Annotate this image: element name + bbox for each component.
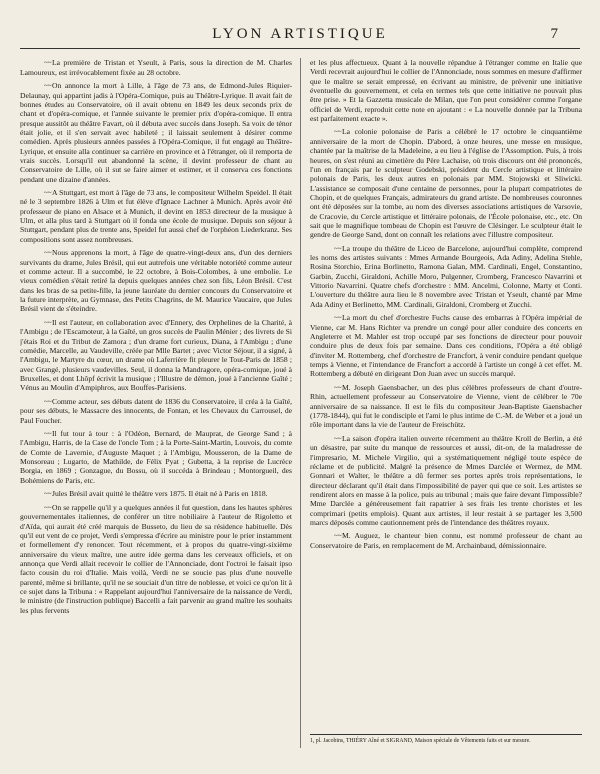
article-paragraph [20, 397, 292, 425]
paragraph-text: Il est l'auteur, en collaboration avec d'Ennery, des Orphelines de la Charité, à l'Ambigu ; de l'Escamoteur, à la Gaîté, un gros succès de Paulin Ménier ; des livrets de Si j'étais Roi et du Tribut de Zamora ; d'un drame fort curieux, Diana, à l'Ambigu ; d'une comédie, Marcelle, au Vaudeville, créée par Mlle Bartet ; avec Victor Séjour, il a signé, à l'Ambigu, le Martyre du cœur, un drame où Laferrière fit pleurer le Tout-Paris de 1858 ; avec Grangé, plusieurs vaudevilles. Seul, il donna la Mandragore, opéra-comique, joué à Bruxelles, et dont Lhôpf écrivit la musique ; l'Illustre de démon, joué à l'ancienne Gaîté ; Vénus au Moulin d'Ampiphros, aux Bouffes-Parisiens. [20, 317, 292, 393]
article-paragraph [20, 503, 292, 615]
article-paragraph [20, 489, 292, 499]
item-separator-icon: ~~ [334, 244, 342, 253]
paragraph-text: M. Auguez, le chanteur bien connu, est nommé professeur de chant au Conservatoire de Paris, en remplacement de M. Archainbaud, démissionnaire. [310, 531, 582, 550]
left-column [20, 58, 292, 748]
item-separator-icon: ~~ [44, 429, 52, 438]
item-separator-icon: ~~ [44, 81, 52, 90]
paragraph-text: M. Joseph Gaensbacher, un des plus célèbres professeurs de chant d'outre-Rhin, actuellement professeur au Conservatoire de Vienne, vient de célébrer le 70e anniversaire de sa naissance. Il est le fils du compositeur Jean-Baptiste Gaensbacher (1778-1844), qui fut le condisciple et l'ami le plus intime de C.-M. de Weber et a joué un rôle important dans la vie de l'auteur de Freischütz. [310, 382, 582, 430]
paragraph-text: La troupe du théâtre de Liceo de Barcelone, aujourd'hui complète, comprend les noms des artistes suivants : Mmes Armande Bourgeois, Ada Adiny, Adelina Stehle, Rosina Storchio, Erina Borlinetto, Ramona Galan, MM. Cardinali, Engel, Constantino, Garbin, Zucchi, Giraldoni, Achille Moro, Pulgenner, Cromberg, Francesco Navarrini et Vittorio Navarrini. Quatre chefs d'orchestre : MM. Ancelmi, Colonne, Marty et Conti. L'ouverture du théâtre aura lieu le 8 novembre avec Tristan et Yseult, chanté par Mme Ada Adiny et Berlinetto, MM. Cardinali, Giraldoni, Cromberg et Zucchi. [310, 243, 582, 309]
paragraph-text: On se rappelle qu'il y a quelques années il fut question, dans les hautes sphères gouvernementales italiennes, de conférer un titre nobiliaire à l'auteur de Rigoletto et d'Aïda, qui aurait été créé marquis de Busseto, du lieu de sa résidence habituelle. Dès qu'il eut vent de ce projet, Verdi s'empressa d'écrire au ministre pour le prier instamment et formellement d'y renoncer. Tout récemment, et à propos du quatre-vingt-sixième anniversaire du vieux maître, une autre idée germa dans les cerveaux officiels, et on annonça que Verdi allait recevoir le collier de l'Annonciade, dont l'octroi le faisait ipso facto cousin du roi d'Italie. Mais voilà, Verdi ne se soucie pas plus d'une nouvelle parenté, même si brillante, qu'il ne se souciait d'un titre de noblesse, et voici ce qu'on lit à ce sujet dans la Tribuna : « Rappelant aujourd'hui l'anniversaire de la naissance de Verdi, le ministre (de l'instruction publique) Baccelli a fait parvenir au grand maître les souhaits les plus fervents [20, 502, 292, 615]
item-separator-icon: ~~ [334, 532, 342, 541]
article-paragraph [20, 81, 292, 184]
paragraph-text: La première de Tristan et Yseult, à Paris, sous la direction de M. Charles Lamoureux, est irrévocablement fixée au 28 octobre. [20, 58, 292, 77]
article-paragraph [20, 429, 292, 485]
item-separator-icon: ~~ [44, 503, 52, 512]
article-paragraph [310, 313, 582, 379]
article-paragraph [20, 188, 292, 244]
article-paragraph [310, 127, 582, 239]
item-separator-icon: ~~ [334, 383, 342, 392]
paragraph-text: On annonce la mort à Lille, à l'âge de 73 ans, de Edmond-Jules Riquier-Delaunay, qui appartint jadis à l'Opéra-Comique, puis au Théâtre-Lyrique. Il avait fait de bonnes études au Conservatoire, où il avait obtenu en 1849 les deux seconds prix de chant et d'opéra-comique, et l'année suivante le premier prix d'opéra-comique. Il entra presque aussitôt au théâtre Favart, où il débuta avec succès dans Joseph. Sa voix de ténor était jolie, et il s'en servait avec habileté ; il laissait seulement à désirer comme comédien. Après plusieurs années passées à l'Opéra-Comique, il fut engagé au Théâtre-Lyrique, et ensuite alla continuer sa carrière en province et à l'étranger, où il remporta de vrais succès. Lorsqu'il eut abandonné la scène, il devint professeur de chant au Conservatoire de Lille, où il sut se faire aimer et estimer, et il conserva ces fonctions pendant une dizaine d'années. [20, 80, 292, 184]
article-paragraph [310, 383, 582, 430]
paragraph-text: et les plus affectueux. Quant à la nouvelle répandue à l'étranger comme en Italie que Verdi recevrait aujourd'hui le collier de l'Annonciade, nous sommes en mesure d'affirmer que le maître se serait empressé, en écrivant au ministre, de prévenir une initiative éventuelle du gouvernement, et cela en termes tels que cette initiative ne pouvait plus être prise. » Et la Gazzetta musicale de Milan, que l'on peut considérer comme l'organe officiel de Verdi, reproduit cette note en ajoutant : « La nouvelle donnée par la Tribuna est parfaitement exacte ». [310, 58, 582, 123]
item-separator-icon: ~~ [44, 397, 52, 406]
article-paragraph [20, 318, 292, 393]
paragraph-text: A Stuttgart, est mort à l'âge de 73 ans, le compositeur Wilhelm Speidel. Il était né le 3 septembre 1826 à Ulm et fut élève d'Ignace Lachner à Munich. Après avoir été professeur de piano en Alsace et à Munich, il devint en 1853 directeur de la musique à Ulm, et alla plus tard à Stuttgart où il fonda une école de musique. Depuis son séjour à Stuttgart, pendant plus de trente ans, Speidel fut aussi chef de l'orphéon Liederkranz. Ses compositions sont assez nombreuses. [20, 187, 292, 244]
journal-title: LYON ARTISTIQUE [212, 26, 388, 42]
item-separator-icon: ~~ [44, 318, 52, 327]
paragraph-text: Jules Brésil avait quitté le théâtre vers 1875. Il était né à Paris en 1818. [52, 489, 268, 499]
article-paragraph [310, 58, 582, 123]
header-rule [20, 48, 580, 49]
article-paragraph [20, 58, 292, 77]
column-divider [300, 58, 301, 748]
item-separator-icon: ~~ [334, 434, 342, 443]
paragraph-text: Il fut tour à tour : à l'Odéon, Bernard, de Mauprat, de George Sand ; à l'Ambigu, Harris, de la Case de l'oncle Tom ; à la Porte-Saint-Martin, Louvois, du comte de Comte de Lavernie, d'Auguste Maquet ; à l'Ambigu, Mousseron, de la Dame de Monsoreau ; Lugarto, de Mathilde, de Félix Pyat ; Gubetta, à la reprise de Lucrèce Borgia, en 1869 ; Gonzague, du Bossu, où il succéda à Brindeau ; Montorgueil, des Bohémiens de Paris, etc. [20, 428, 292, 485]
article-paragraph [310, 531, 582, 550]
item-separator-icon: ~~ [44, 59, 52, 67]
right-column [310, 58, 582, 710]
article-paragraph [310, 244, 582, 310]
item-separator-icon: ~~ [334, 128, 342, 137]
item-separator-icon: ~~ [44, 249, 52, 258]
paragraph-text: La saison d'opéra italien ouverte récemment au théâtre Kroll de Berlin, a été un désastre, par suite du manque de ressources et aussi, dit-on, de la maladresse de l'impresario, M. Michele Virgilio, qui a systématiquement négligé toute espèce de réclame et de publicité. Malgré la présence de Mmes Darclée et Wermez, de MM. Gonnari et Walter, le théâtre a dû fermer ses portes après trois représentations, le directeur déclarant qu'il était dans l'impossibilité de payer qui que ce soit. Les artistes se rendirent alors en masse à la police, puis au tribunal ; mais que faire devant l'impossible? Mme Darclée a généreusement fait rapatrier à ses frais les trente choristes et les comprimari (petits emplois). Quant aux artistes, il leur restait à se partager les 3,500 marcs déposés comme cautionnement près de l'intendance des théâtres royaux. [310, 433, 582, 527]
advertisement-footer: 1, pl. Jacobins, THIÉRY Aîné et SIGRAND, Maison spéciale de Vêtements faits et sur mesure. [310, 734, 582, 744]
paragraph-text: La colonie polonaise de Paris a célébré le 17 octobre le cinquantième anniversaire de la mort de Chopin. D'abord, à onze heures, une messe en musique, chantée par la maîtrise de la Madeleine, a eu lieu à l'église de l'Assomption. Puis, à trois heures, on s'est réuni au cimetière du Père Lachaise, où trois discours ont été prononcés, l'un en français par le sculpteur Godebski, président du Cercle artistique et littéraire polonais de Paris, les deux autres en polonais par MM. Stojowski et Sliwicki. L'assistance se composait d'une centaine de personnes, pour la plupart compatriotes de Chopin, et de quelques Français, admirateurs du grand artiste. De nombreuses couronnes ont été déposées sur la tombe, au nom des diverses associations artistiques de Varsovie, de Cracovie, du Cercle artistique et littéraire polonais, de l'École polonaise, etc., etc. On sait que le magnifique tombeau de Chopin est l'œuvre de Clésinger. Le sculpteur était le gendre de George Sand, dont on connaît les relations avec l'illustre compositeur. [310, 127, 582, 240]
item-separator-icon: ~~ [44, 490, 52, 499]
paragraph-text: Nous apprenons la mort, à l'âge de quatre-vingt-deux ans, d'un des derniers survivants du drame, Jules Brésil, qui eut autrefois une véritable notoriété comme auteur et comme acteur. Il a succombé, le 22 octobre, à Bois-Colombes, à une embolie. Le vieux comédien s'était retiré la depuis quelques années chez son fils, Léon Brésil. C'est dans les bras de sa petite-fille, la jeune lauréate du dernier concours du Conservatoire et la future interprète, au Gymnase, des Petits Chagrins, de M. Maurice Vaucaire, que Jules Brésil vient de s'éteindre. [20, 248, 292, 314]
paragraph-text: La mort du chef d'orchestre Fuchs cause des embarras à l'Opéra impérial de Vienne, car M. Hans Richter va prendre un congé pour aller conduire des concerts en Angleterre et M. Mahler est trop occupé par ses fonctions de directeur pour pouvoir conduire plus de deux fois par semaine. Dans ces conditions, l'Opéra a été obligé d'inviter M. Rottemberg, chef d'orchestre de Francfort, à venir conduire pendant quelque temps à Vienne, et l'intendance de Francfort a accordé à l'artiste un congé à cet effet. M. Rottemberg a débuté en dirigeant Don Juan avec un succès marqué. [310, 313, 582, 379]
item-separator-icon: ~~ [44, 188, 52, 197]
article-paragraph [310, 434, 582, 528]
page-header [20, 26, 580, 52]
item-separator-icon: ~~ [334, 314, 342, 323]
article-paragraph [20, 248, 292, 314]
paragraph-text: Comme acteur, ses débuts datent de 1836 du Conservatoire, il créa à la Gaîté, pour ses débuts, le Massacre des innocents, de Fontan, et les Chevaux du Carrousel, de Paul Foucher. [20, 396, 292, 425]
page-number: 7 [550, 26, 558, 42]
